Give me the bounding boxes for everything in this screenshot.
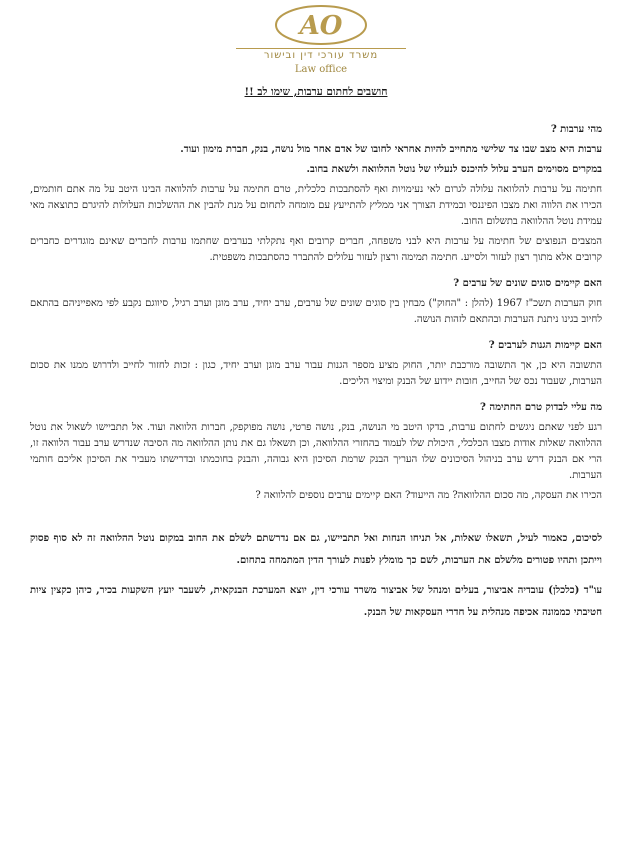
paragraph: התשובה היא כן, אך התשובה מורכבת יותר, החוק מציע מספר הגנות עבור ערב מוגן וערב יחיד, כגון : זכות לחזור לחייב ולדרוש ממנו את סכום הערבות, שעבוד נכס של החייב, חובות יידוע של הבנק ומיצוי הליכים.	[30, 360, 602, 387]
paragraph: חוק הערבות תשכ"ז 1967 (להלן : "החוק") מבחין בין סוגים שונים של ערבים, ערב יחיד, ערב מוגן וערב רגיל, סיווגם נקבע לפי מאפייניהם בהתאם לחיוב בגינו ניתנת הערבות ובהתאם לזהות הנושה.	[30, 298, 602, 325]
summary-paragraph: לסיכום, כאמור לעיל, תשאלו שאלות, אל תניחו הנחות ואל תתביישו, גם אם נדרשתם לשלם את החוב במקום נוטל ההלוואה זה לא סוף פסוק וייתכן ותהיו פטורים מלשלם את הערבות, לשם כך מומלץ לפנות לעורך הדין המתמחה בתחום.	[30, 533, 602, 566]
paragraph: רגע לפני שאתם ניגשים לחתום ערבות, בדקו היטב מי הנושה, בנק, נושה פרטי, נושה מפוקפק, חברות הלוואה ועוד. אל תתביישו לשאול את נוטל ההלוואה שאלות אודות מצבו הכלכלי, היכולת שלו לעמוד בהחזרי ההלוואה, וכן תשאלו גם את נותן ההלוואה מה הסיבה שנדרש ערב עבור הלוואה זו, הרי אם הבנק דרש ערב בניהול הסיכונים שלו העריך הבנק שרמת הסיכון היא גבוהה, והבנק בחוכמתו ובדרישתו מעביר את הסיכון אליכם חותמי הערבות.	[30, 422, 602, 481]
question-guarantor-types: האם קיימים סוגים שונים של ערבים ?	[453, 278, 602, 289]
author-bio: עו"ד (כלכלן) עובדיה אביצור, בעלים ומנהל של אביצור משרד עורכי דין, יוצא המערכת הבנקאית, לשעבר יועץ השקעות בכיר, כיהן כקצין ציות חטיבתי כממונה אכיפה מנהלית על חדרי העסקאות של הבנק.	[30, 585, 602, 618]
law-office-logo	[236, 4, 406, 84]
logo-divider	[236, 48, 406, 49]
paragraph: הכירו את העסקה, מה סכום ההלוואה? מה הייעוד? האם קיימים ערבים נוספים להלוואה ?	[255, 490, 602, 501]
paragraph: חתימה על ערבות להלוואה עלולה לגרום לאי נעימויות ואף להסתבכות כלכלית, טרם חתימה על ערבות להלוואה הבינו היטב על מה אתם חותמים, הכירו את הלווה ואת מצבו הפיננסי ובמידת הצורך אני ממליץ להתייעץ עם מומחה לתחום על מנת להבין את ההשלכות העלולות להיגרם כתוצאה מאי עמידת נוטל ההלוואה בתשלום החוב.	[30, 184, 602, 227]
question-protections: האם קיימות הגנות לערבים ?	[488, 340, 602, 351]
question-what-is-guarantee: מהי ערבות ?	[550, 124, 602, 135]
logo-firm-name-he: משרד עורכי דין ובישור	[263, 50, 379, 61]
logo-firm-name-en: Law office	[294, 64, 348, 75]
article-title: חושבים לחתום ערבות, שימו לב !!	[244, 86, 388, 98]
article-body	[30, 84, 602, 628]
logo-mark: AO	[299, 11, 343, 41]
ao-monogram-icon	[274, 4, 368, 46]
paragraph: המצבים הנפוצים של חתימה על ערבות היא לבני משפחה, חברים קרובים ואף נתקלתי בערבים שחתמו ערבות לחברים שאינם מוגדרים כחברים קרובים אלא מתוך רצון לעזור ולסייע. חתימה תמימה ורצון לעזור עלולים להתברר כהסתבכות משפטית.	[30, 236, 602, 263]
paragraph: במקרים מסוימים הערב עלול להיכנס לנעליו של נוטל ההלוואה ולשאת בחוב.	[306, 164, 602, 175]
paragraph: ערבות היא מצב שבו צד שלישי מתחייב להיות אחראי לחובו של אדם אחר מול נושה, בנק, חברת מימון ועוד.	[180, 144, 602, 155]
question-what-to-check: מה עליי לבדוק טרם החתימה ?	[479, 402, 602, 413]
